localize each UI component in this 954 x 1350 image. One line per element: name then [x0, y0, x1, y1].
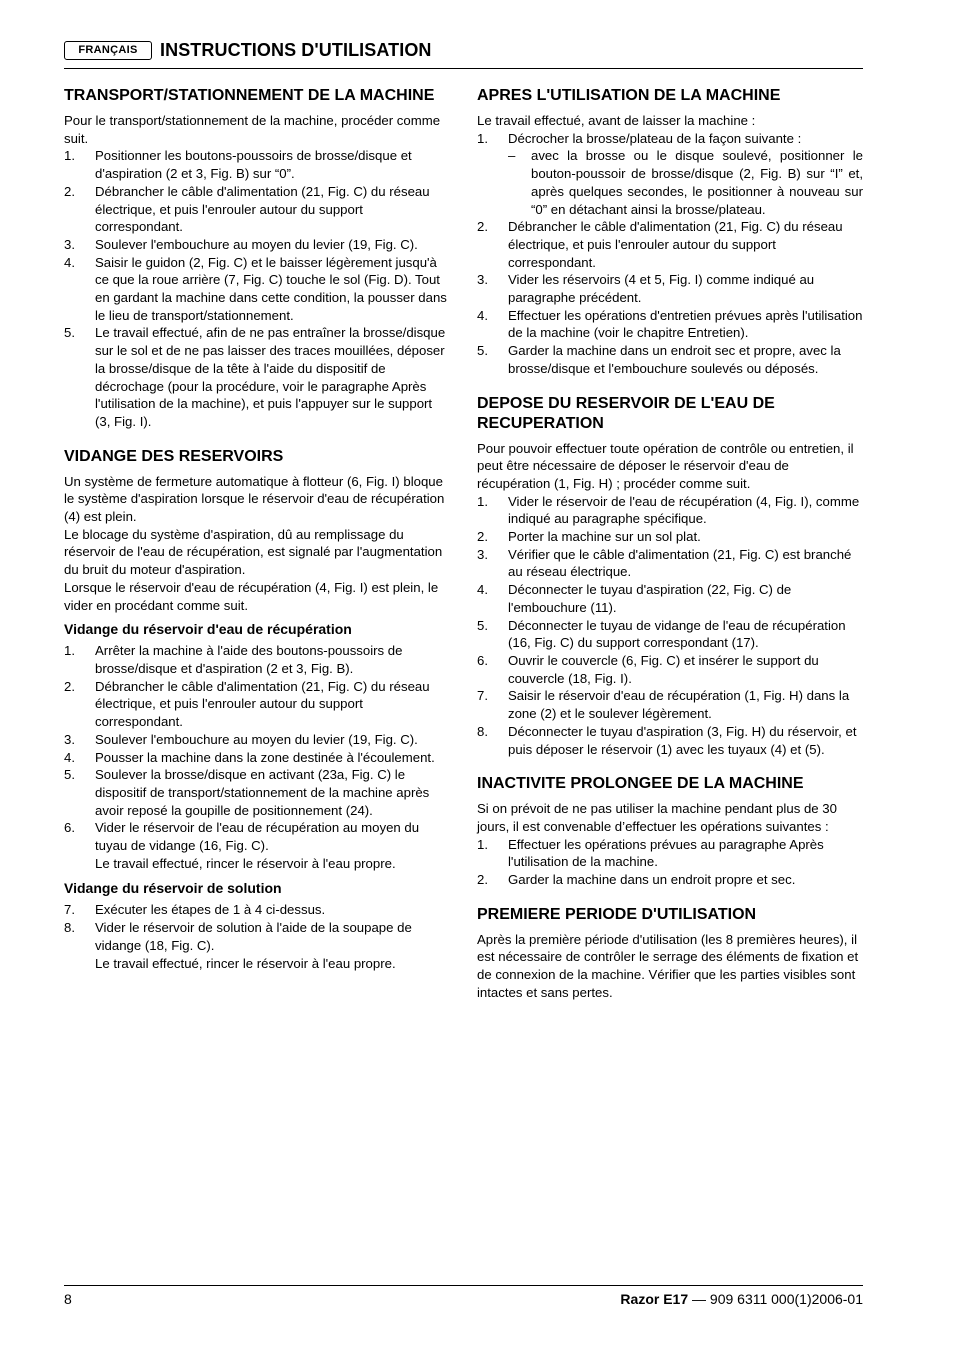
list-item [477, 307, 863, 342]
step-text: Ouvrir le couvercle (6, Fig. C) et insérer le support du couvercle (18, Fig. I). [508, 652, 819, 686]
step-number: 2. [477, 529, 488, 545]
list-item [64, 819, 448, 872]
list-item [64, 324, 448, 430]
step-text: Porter la machine sur un sol plat. [508, 529, 701, 545]
list-item [64, 749, 448, 767]
dash-list [508, 147, 863, 218]
step-text: Le travail effectué, afin de ne pas entraîner la brosse/disque sur le sol et de ne pas laisser des traces mouillées, déposer la brosse/disque de la tête à l'aide du dispositif de décrochage (pour la procédure, voir le paragraphe Après l'utilisation de la machine), et puis l'appuyer sur le support (3, Fig. I). [95, 325, 446, 429]
section-title: PREMIERE PERIODE D'UTILISATION [477, 905, 757, 923]
step-number: 1. [477, 130, 488, 146]
list-item [477, 342, 863, 377]
list-item [64, 147, 448, 182]
paragraph: Pour le transport/stationnement de la machine, procéder comme suit. [64, 113, 441, 146]
step-list [64, 901, 448, 972]
step-text: Positionner les boutons-poussoirs de brosse/disque et d'aspiration (2 et 3, Fig. B) sur “0”. [95, 148, 412, 182]
list-item [477, 130, 863, 219]
step-number: 4. [477, 307, 488, 323]
step-number: 3. [477, 546, 488, 562]
step-text: Garder la machine dans un endroit sec et propre, avec la brosse/disque et l'embouchure soulevés ou déposés. [508, 343, 841, 376]
step-text: Déconnecter le tuyau de vidange de l'eau de récupération (16, Fig. C) du support correspondant (17). [508, 617, 846, 651]
step-number: 6. [64, 820, 75, 836]
step-number: 2. [64, 678, 75, 694]
step-number: 3. [64, 236, 75, 252]
dash-text: avec la brosse ou le disque soulevé, positionner le bouton-poussoir de brosse/disque (2, Fig. B) sur “I” et, après quelques secondes, le positionner à nouveau sur “0” en détachant ainsi la brosse/plateau. [531, 148, 863, 217]
list-item [64, 183, 448, 236]
step-text: Exécuter les étapes de 1 à 4 ci-dessus. [95, 902, 326, 918]
step-list [477, 130, 863, 378]
step-number: 7. [64, 902, 75, 918]
paragraph: Le travail effectué, avant de laisser la machine : [477, 113, 756, 128]
step-number: 2. [477, 872, 488, 888]
step-number: 4. [64, 749, 75, 765]
paragraph: Si on prévoit de ne pas utiliser la machine pendant plus de 30 jours, il est convenable d’effectuer les opérations suivantes : [477, 801, 837, 834]
header-title: INSTRUCTIONS D'UTILISATION [160, 40, 432, 60]
dash-mark: – [508, 148, 516, 164]
list-item [477, 652, 863, 687]
paragraph: Lorsque le réservoir d'eau de récupération (4, Fig. I) est plein, le vider en procédant comme suit. [64, 579, 439, 613]
section-apres [477, 86, 863, 378]
step-text: Déconnecter le tuyau d'aspiration (22, Fig. C) de l'embouchure (11). [508, 582, 792, 615]
step-note: Le travail effectué, rincer le réservoir à l'eau propre. [95, 855, 396, 871]
step-text: Soulever l'embouchure au moyen du levier (19, Fig. C). [95, 731, 418, 747]
step-text: Soulever la brosse/disque en activant (23a, Fig. C) le dispositif de transport/stationnement de la machine après avoir reposé la goupille de positionnement (24). [95, 767, 430, 818]
step-number: 5. [477, 617, 488, 633]
step-list [64, 642, 448, 872]
step-text: Saisir le réservoir d'eau de récupération (1, Fig. H) dans la zone (2) et le soulever légèrement. [508, 688, 850, 722]
list-item [477, 581, 863, 616]
step-text: Effectuer les opérations d'entretien prévues après l'utilisation de la machine (voir le chapitre Entretien). [508, 307, 863, 341]
left-column [64, 86, 448, 972]
list-item [477, 836, 863, 871]
document-code: — 909 6311 000(1)2006-01 [688, 1291, 863, 1307]
step-text: Vider le réservoir de l'eau de récupération au moyen du tuyau de vidange (16, Fig. C). [95, 820, 420, 854]
step-text: Débrancher le câble d'alimentation (21, Fig. C) du réseau électrique, et puis l'enrouler autour du support correspondant. [95, 183, 430, 235]
step-number: 5. [64, 325, 75, 341]
step-number: 1. [64, 148, 75, 164]
step-number: 1. [477, 836, 488, 852]
step-text: Déconnecter le tuyau d'aspiration (3, Fig. H) du réservoir, et puis déposer le réservoir (1) avec les tuyaux (4) et (5). [508, 723, 857, 757]
step-number: 5. [64, 767, 75, 783]
list-item [477, 617, 863, 652]
step-text: Vider les réservoirs (4 et 5, Fig. I) comme indiqué au paragraphe précédent. [508, 272, 815, 306]
list-item [477, 687, 863, 722]
step-text: Décrocher la brosse/plateau de la façon suivante : [508, 130, 802, 146]
list-item [64, 254, 448, 325]
step-text: Pousser la machine dans la zone destinée à l'écoulement. [95, 749, 435, 765]
step-number: 1. [477, 493, 488, 509]
step-number: 8. [64, 920, 75, 936]
page-footer [64, 1285, 863, 1316]
page-number: 8 [64, 1291, 72, 1307]
step-text: Vérifier que le câble d'alimentation (21, Fig. C) est branché au réseau électrique. [508, 546, 852, 580]
document-reference [620, 1291, 863, 1307]
dash-item [508, 147, 863, 218]
step-text: Garder la machine dans un endroit propre et sec. [508, 872, 796, 888]
step-text: Effectuer les opérations prévues au paragraphe Après l'utilisation de la machine. [508, 836, 824, 870]
step-number: 4. [477, 582, 488, 598]
list-item [477, 546, 863, 581]
list-item [477, 723, 863, 758]
step-number: 3. [64, 731, 75, 747]
section-premiere [477, 905, 863, 1002]
step-text: Débrancher le câble d'alimentation (21, Fig. C) du réseau électrique, et puis l'enrouler autour du support correspondant. [95, 678, 430, 730]
step-text: Saisir le guidon (2, Fig. C) et le baisser légèrement jusqu'à ce que la roue arrière (7, Fig. C) touche le sol (Fig. D). Tout en gardant la machine dans cette condition, la pousser dans le lieu de transport/stationnement. [95, 254, 447, 323]
step-number: 3. [477, 272, 488, 288]
step-text: Vider le réservoir de l'eau de récupération (4, Fig. I), comme indiqué au paragraphe spécifique. [508, 493, 860, 527]
list-item [477, 218, 863, 271]
step-note: Le travail effectué, rincer le réservoir à l'eau propre. [95, 955, 396, 971]
step-list [477, 836, 863, 889]
step-number: 7. [477, 688, 488, 704]
step-number: 8. [477, 723, 488, 739]
step-list [477, 493, 863, 759]
step-number: 2. [64, 183, 75, 199]
list-item [64, 901, 448, 919]
list-item [477, 528, 863, 546]
step-number: 4. [64, 254, 75, 270]
list-item [64, 236, 448, 254]
section-title: TRANSPORT/STATIONNEMENT DE LA MACHINE [64, 87, 435, 104]
step-number: 2. [477, 219, 488, 235]
list-item [477, 871, 863, 889]
step-number: 6. [477, 652, 488, 668]
step-number: 5. [477, 343, 488, 359]
list-item [64, 919, 448, 972]
subsection-title: Vidange du réservoir d'eau de récupération [64, 621, 352, 638]
section-title: APRES L'UTILISATION DE LA MACHINE [477, 87, 781, 104]
step-text: Arrêter la machine à l'aide des boutons-poussoirs de brosse/disque et d'aspiration (2 et 3, Fig. B). [95, 643, 403, 676]
paragraph: Pour pouvoir effectuer toute opération de contrôle ou entretien, il peut être nécessaire de déposer le réservoir d'eau de récupération (1, Fig. H) ; procéder comme suit. [477, 440, 854, 491]
section-inactivite [477, 774, 863, 889]
paragraph: Le blocage du système d'aspiration, dû au remplissage du réservoir de l'eau de récupération, est signalé par l'augmentation du bruit du moteur d'aspiration. [64, 526, 443, 578]
section-vidange [64, 447, 448, 973]
section-transport [64, 86, 448, 431]
paragraph: Un système de fermeture automatique à flotteur (6, Fig. I) bloque le système d'aspiration lorsque le réservoir d'eau de récupération (4) est plein. [64, 473, 445, 525]
list-item [64, 678, 448, 731]
section-title: VIDANGE DES RESERVOIRS [64, 447, 284, 465]
list-item [64, 766, 448, 819]
list-item [64, 642, 448, 677]
step-number: 1. [64, 643, 75, 659]
section-title: INACTIVITE PROLONGEE DE LA MACHINE [477, 775, 804, 793]
list-item [64, 731, 448, 749]
list-item [477, 493, 863, 528]
step-text: Débrancher le câble d'alimentation (21, Fig. C) du réseau électrique, et puis l'enrouler autour du support correspondant. [508, 219, 843, 270]
step-text: Soulever l'embouchure au moyen du levier (19, Fig. C). [95, 236, 418, 252]
section-title: DEPOSE DU RESERVOIR DE L'EAU DE RECUPERATION [477, 394, 775, 432]
section-depose [477, 394, 863, 759]
list-item [477, 271, 863, 306]
right-column [477, 86, 863, 1002]
paragraph: Après la première période d'utilisation (les 8 premières heures), il est nécessaire de contrôler le serrage des éléments de fixation et de connexion de la machine. Vérifier que les parties visibles sont intactes et sans pertes. [477, 931, 859, 1000]
language-badge: FRANÇAIS [64, 41, 152, 60]
subsection-title: Vidange du réservoir de solution [64, 880, 282, 897]
step-text: Vider le réservoir de solution à l'aide de la soupape de vidange (18, Fig. C). [95, 920, 412, 953]
step-list [64, 147, 448, 430]
model-name: Razor E17 [620, 1291, 689, 1307]
page-header [64, 40, 863, 69]
